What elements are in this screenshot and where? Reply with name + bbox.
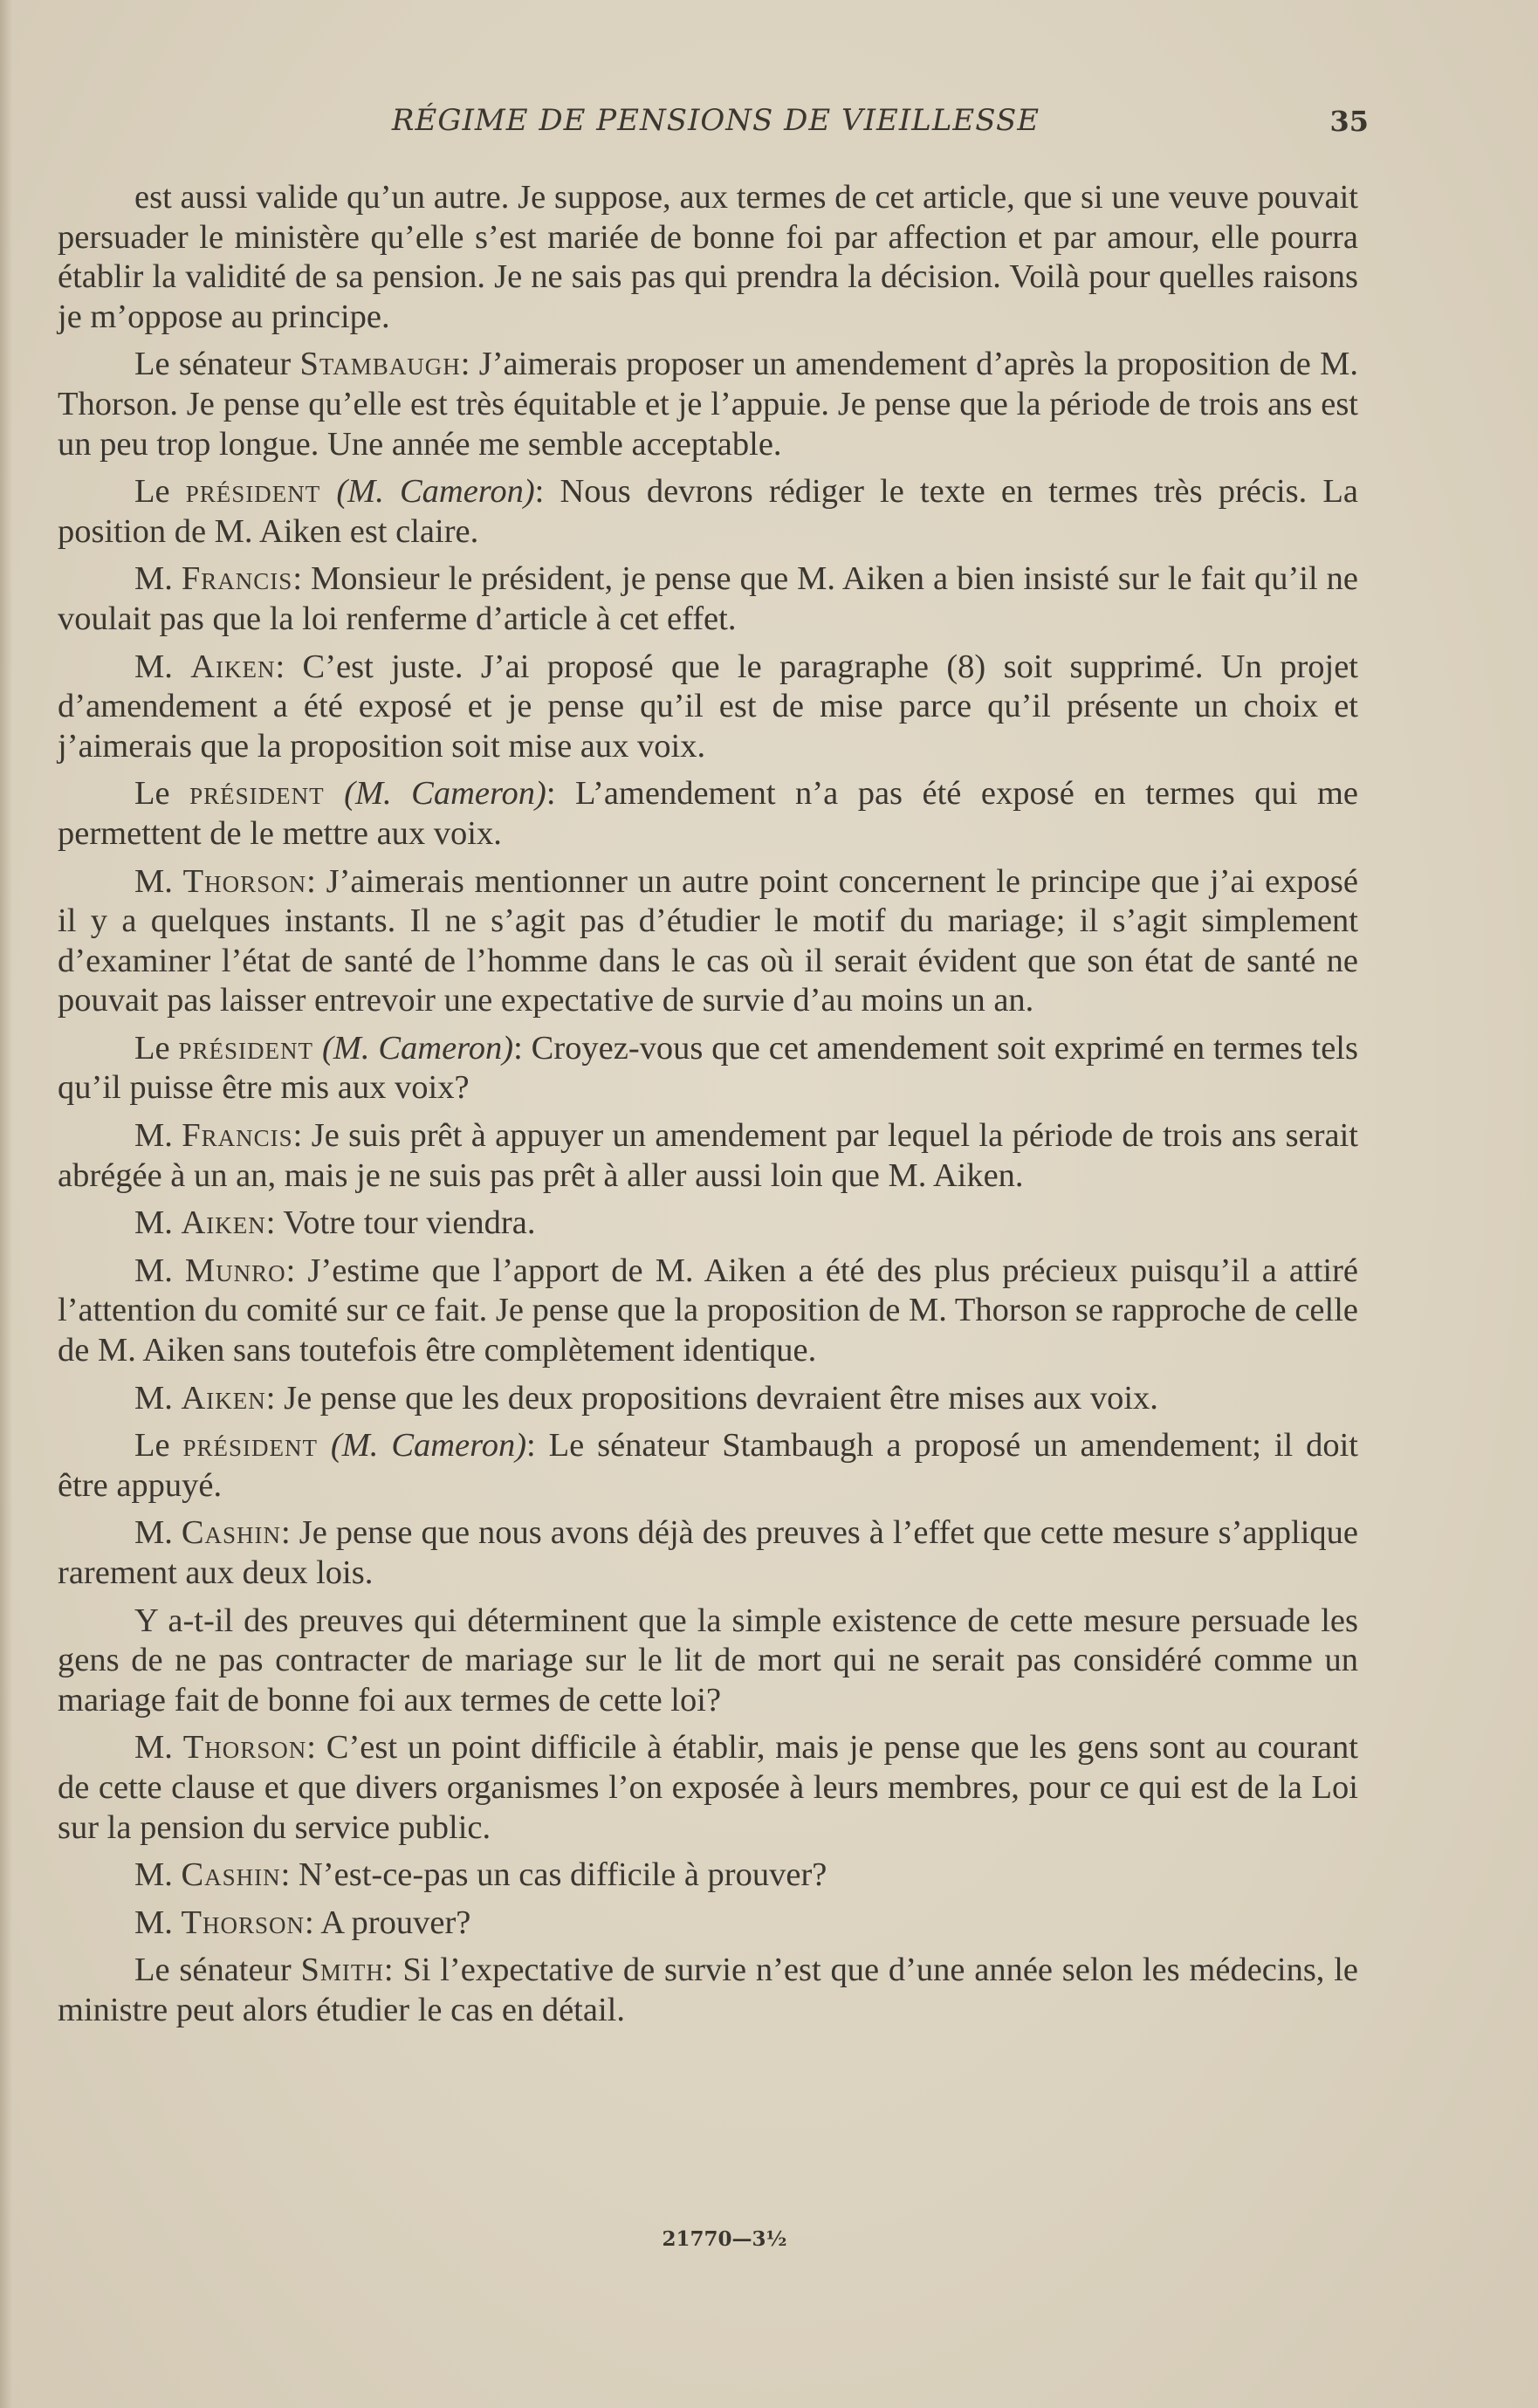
paragraph (58, 178, 1358, 337)
body-text (58, 178, 1358, 2039)
speaker-prefix: M. (134, 862, 183, 900)
paragraph-text: : Votre tour viendra. (265, 1204, 536, 1242)
chair-designation: (M. Cameron) (320, 473, 535, 511)
paragraph-text: : Je pense que les deux propositions devraient être mises aux voix. (265, 1379, 1158, 1417)
speaker-name: président (178, 1029, 314, 1067)
chair-designation: (M. Cameron) (324, 775, 546, 813)
printer-signature: 21770—3½ (662, 2227, 787, 2251)
paragraph-text: est aussi valide qu’un autre. Je suppose, aux termes de cet article, que si une veuve pouvait persuader le ministère qu’elle s’est mariée de bonne foi par affection et par amour, elle pourra établir la validité de sa pension. Je ne sais pas qui prendra la décision. Voilà pour quelles raisons je m’oppose au principe. (58, 179, 1358, 335)
speaker-prefix: M. (134, 1729, 183, 1767)
paragraph-text: : C’est un point difficile à établir, mais je pense que les gens sont au courant de cette clause et que divers organismes l’on exposée à leurs membres, pour ce qui est de la Loi sur la pension du service public. (58, 1729, 1358, 1846)
speaker-name: Stambaugh (299, 346, 461, 383)
paragraph-text: : Croyez-vous que cet amendement soit exprimé en termes tels qu’il puisse être mis aux voix? (58, 1029, 1358, 1107)
paragraph-text: : L’amendement n’a pas été exposé en termes qui me permettent de le mettre aux voix. (58, 775, 1358, 852)
paragraph (58, 1426, 1358, 1506)
paragraph (58, 862, 1358, 1021)
paragraph-text: : C’est juste. J’ai proposé que le paragraphe (8) soit supprimé. Un projet d’amendement a été exposé et je pense qu’il est de mise parce qu’il présente un choix et j’aimerais que la proposition soit mise aux voix. (58, 648, 1358, 765)
page-edge-shadow (0, 0, 12, 2408)
speaker-prefix: M. (134, 560, 182, 598)
paragraph-text: : J’aimerais proposer un amendement d’après la proposition de M. Thorson. Je pense qu’elle est très équitable et je l’appuie. Je pense que la période de trois ans est un peu trop longue. Une année me semble acceptable. (58, 346, 1358, 463)
chair-designation: (M. Cameron) (313, 1029, 514, 1067)
speaker-name: président (185, 473, 321, 511)
speaker-prefix: M. (134, 1856, 182, 1894)
paragraph-text: : A prouver? (305, 1904, 471, 1941)
speaker-name: président (182, 1427, 319, 1465)
paragraph (58, 1116, 1358, 1196)
paragraph-text: : Monsieur le président, je pense que M. Aiken a bien insisté sur le fait qu’il ne voulait pas que la loi renferme d’article à cet effet. (58, 560, 1358, 637)
paragraph (58, 1904, 1358, 1944)
speaker-prefix: M. (134, 1379, 182, 1417)
speaker-prefix: Le sénateur (134, 346, 300, 383)
paragraph (58, 1252, 1358, 1371)
paragraph (58, 1379, 1358, 1419)
paragraph (58, 1204, 1358, 1244)
speaker-name: Aiken (190, 648, 276, 685)
speaker-name: président (189, 775, 325, 813)
speaker-name: Cashin (181, 1856, 281, 1894)
speaker-prefix: Le (134, 775, 190, 813)
paragraph (58, 345, 1358, 464)
speaker-prefix: M. (134, 1904, 182, 1941)
speaker-name: Munro (184, 1252, 286, 1289)
paragraph (58, 1856, 1358, 1896)
running-head: RÉGIME DE PENSIONS DE VIEILLESSE (391, 103, 1040, 138)
speaker-name: Aiken (181, 1204, 266, 1242)
paragraph (58, 472, 1358, 552)
speaker-prefix: M. (134, 1514, 182, 1552)
speaker-name: Francis (182, 1117, 293, 1155)
paragraph-text: : Je suis prêt à appuyer un amendement par lequel la période de trois ans serait abrégée à un an, mais je ne suis pas prêt à aller aussi loin que M. Aiken. (58, 1117, 1358, 1194)
paragraph (58, 648, 1358, 767)
paragraph (58, 1728, 1358, 1848)
speaker-name: Thorson (181, 1904, 306, 1941)
paragraph-text: : Nous devrons rédiger le texte en termes très précis. La position de M. Aiken est claire. (58, 473, 1358, 550)
speaker-name: Francis (181, 560, 293, 598)
speaker-prefix: M. (134, 1117, 182, 1155)
paragraph-text: : Le sénateur Stambaugh a proposé un amendement; il doit être appuyé. (58, 1427, 1358, 1504)
paragraph (58, 1951, 1358, 2030)
paragraph (58, 1029, 1358, 1108)
speaker-name: Aiken (181, 1379, 266, 1417)
paragraph-text: : Je pense que nous avons déjà des preuves à l’effet que cette mesure s’applique rarement aux deux lois. (58, 1514, 1358, 1591)
paragraph (58, 774, 1358, 854)
paragraph (58, 559, 1358, 639)
speaker-prefix: M. (134, 1204, 182, 1242)
speaker-prefix: Le (134, 1427, 183, 1465)
speaker-prefix: Le (134, 1029, 179, 1067)
paragraph-text: : J’estime que l’apport de M. Aiken a été des plus précieux puisqu’il a attiré l’attention du comité sur ce fait. Je pense que la proposition de M. Thorson se rapproche de celle de M. Aiken sans toutefois être complètement identique. (58, 1252, 1358, 1369)
speaker-name: Smith (300, 1952, 384, 1989)
chair-designation: (M. Cameron) (318, 1427, 527, 1465)
speaker-prefix: M. (134, 648, 191, 685)
speaker-name: Thorson (182, 862, 307, 900)
paragraph-text: : N’est-ce-pas un cas difficile à prouver? (280, 1856, 827, 1894)
speaker-prefix: Le (134, 473, 186, 511)
speaker-name: Cashin (181, 1514, 282, 1552)
paragraph (58, 1513, 1358, 1593)
page-number: 35 (1329, 105, 1369, 138)
speaker-prefix: Le sénateur (134, 1952, 301, 1989)
speaker-name: Thorson (182, 1729, 307, 1767)
paragraph-text: : J’aimerais mentionner un autre point concernent le principe que j’ai exposé il y a quelques instants. Il ne s’agit pas d’étudier le motif du mariage; il s’agit simplement d’examiner l’état de santé de l’homme dans le cas où il serait évident que son état de santé ne pouvait pas laisser entrevoir une expectative de survie d’au moins un an. (58, 862, 1358, 1019)
paragraph-text: : Si l’expectative de survie n’est que d’une année selon les médecins, le ministre peut alors étudier le cas en détail. (58, 1952, 1359, 2028)
paragraph-text: Y a-t-il des preuves qui déterminent que la simple existence de cette mesure persuade les gens de ne pas contracter de mariage sur le lit de mort qui ne serait pas considéré comme un mariage fait de bonne foi aux termes de cette loi? (58, 1602, 1358, 1719)
paragraph (58, 1602, 1358, 1721)
speaker-prefix: M. (134, 1252, 185, 1289)
